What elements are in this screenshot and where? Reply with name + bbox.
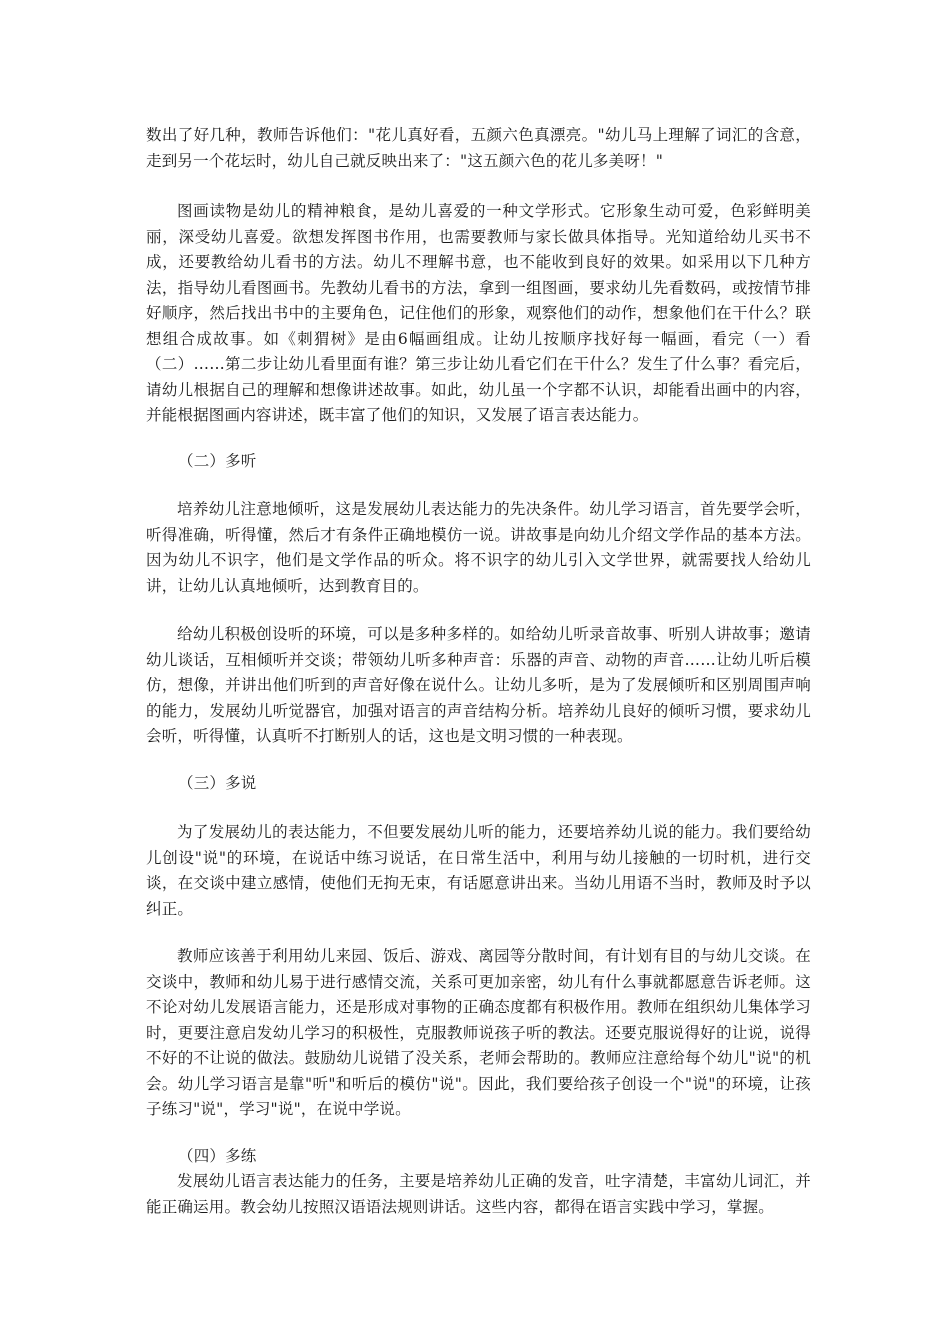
section-heading-listen: （二）多听 [178,452,257,470]
paragraph-listening-1: 培养幼儿注意地倾听，这是发展幼儿表达能力的先决条件。幼儿学习语言，首先要学会听，听得准确，听得懂，然后才有条件正确地模仿一说。讲故事是向幼儿介绍文学作品的基本方法。因为幼儿不识字，他们是文学作品的听众。将不识字的幼儿引入文学世界，就需要找人给幼儿讲，让幼儿认真地倾听，达到教育目的。 [146,500,811,595]
section-heading-practice: （四）多练 [178,1147,257,1165]
paragraph-listening-2: 给幼儿积极创设听的环境，可以是多种多样的。如给幼儿听录音故事、听别人讲故事；邀请幼儿谈话，互相倾听并交谈；带领幼儿听多种声音：乐器的声音、动物的声音……让幼儿听后模仿，想像，并讲出他们听到的声音好像在说什么。让幼儿多听，是为了发展倾听和区别周围声响的能力，发展幼儿听觉器官，加强对语言的声音结构分析。培养幼儿良好的倾听习惯，要求幼儿会听，听得懂，认真听不打断别人的话，这也是文明习惯的一种表现。 [146,625,811,745]
paragraph-speaking-1: 为了发展幼儿的表达能力，不但要发展幼儿听的能力，还要培养幼儿说的能力。我们要给幼儿创设"说"的环境，在说话中练习说话，在日常生活中，利用与幼儿接触的一切时机，进行交谈，在交谈中建立感情，使他们无拘无束，有话愿意讲出来。当幼儿用语不当时，教师及时予以纠正。 [146,823,811,918]
paragraph-picture-books: 图画读物是幼儿的精神粮食，是幼儿喜爱的一种文学形式。它形象生动可爱，色彩鲜明美丽，深受幼儿喜爱。欲想发挥图书作用，也需要教师与家长做具体指导。光知道给幼儿买书不成，还要教给幼儿看书的方法。幼儿不理解书意，也不能收到良好的效果。如采用以下几种方法，指导幼儿看图画书。先教幼儿看书的方法，拿到一组图画，要求幼儿先看数码，或按情节排好顺序，然后找出书中的主要角色，记住他们的形象，观察他们的动作，想象他们在干什么？联想组合成故事。如《刺猬树》是由6幅画组成。让幼儿按顺序找好每一幅画，看完（一）看（二）……第二步让幼儿看里面有谁？第三步让幼儿看它们在干什么？发生了什么事？看完后，请幼儿根据自己的理解和想像讲述故事。如此，幼儿虽一个字都不认识，却能看出画中的内容，并能根据图画内容讲述，既丰富了他们的知识，又发展了语言表达能力。 [146,202,811,424]
paragraph-continuation: 数出了好几种，教师告诉他们："花儿真好看，五颜六色真漂亮。"幼儿马上理解了词汇的含意，走到另一个花坛时，幼儿自己就反映出来了："这五颜六色的花儿多美呀！" [146,126,811,170]
paragraph-practice: 发展幼儿语言表达能力的任务，主要是培养幼儿正确的发音，吐字清楚，丰富幼儿词汇，并能正确运用。教会幼儿按照汉语语法规则讲话。这些内容，都得在语言实践中学习，掌握。 [146,1172,811,1216]
section-heading-speak: （三）多说 [178,774,257,792]
paragraph-speaking-2: 教师应该善于利用幼儿来园、饭后、游戏、离园等分散时间，有计划有目的与幼儿交谈。在交谈中，教师和幼儿易于进行感情交流，关系可更加亲密，幼儿有什么事就都愿意告诉老师。这不论对幼儿发展语言能力，还是形成对事物的正确态度都有积极作用。教师在组织幼儿集体学习时，更要注意启发幼儿学习的积极性，克服教师说孩子听的教法。还要克服说得好的让说，说得不好的不让说的做法。鼓励幼儿说错了没关系，老师会帮助的。教师应注意给每个幼儿"说"的机会。幼儿学习语言是靠"听"和听后的模仿"说"。因此，我们要给孩子创设一个"说"的环境，让孩子练习"说"，学习"说"，在说中学说。 [146,947,811,1118]
